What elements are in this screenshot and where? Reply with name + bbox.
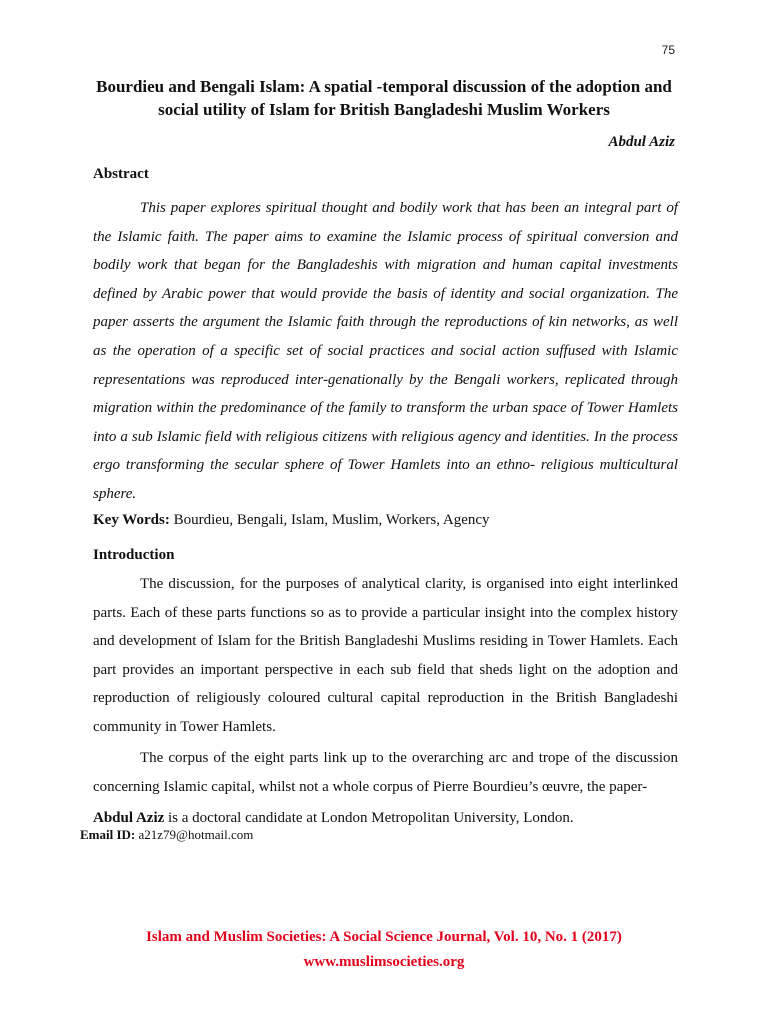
- intro-paragraph-2-text: The corpus of the eight parts link up to the overarching arc and trope of the discussion concerning Islamic capital, whilst not a whole corpus of Pierre Bourdieu’s œuvre, the paper-: [93, 750, 678, 795]
- keywords-list: Bourdieu, Bengali, Islam, Muslim, Workers, Agency: [173, 512, 490, 528]
- footnote-author-name: Abdul Aziz: [93, 810, 165, 826]
- keywords-label: Key Words:: [93, 512, 170, 528]
- intro-paragraph-1-text: The discussion, for the purposes of analytical clarity, is organised into eight interlinked parts. Each of these parts functions so as to provide a particular insight into the complex history and development of Islam for the British Bangladeshi Muslims residing in Tower Hamlets. Each part provides an important perspective in each sub field that sheds light on the adoption and reproduction of religiously coloured cultural capital reproduction in the British Bangladeshi community in Tower Hamlets.: [93, 576, 678, 735]
- abstract-text: [93, 194, 678, 509]
- introduction-heading: Introduction: [93, 547, 175, 563]
- intro-paragraph-1: [93, 570, 678, 742]
- author-footnote: [93, 810, 574, 827]
- abstract-body: This paper explores spiritual thought and bodily work that has been an integral part of the Islamic faith. The paper aims to examine the Islamic process of spiritual conversion and bodily work that began for the Bangladeshis with migration and human capital investments defined by Arabic power that would provide the basis of identity and social organization. The paper asserts the argument the Islamic faith through the reproductions of kin networks, as well as the operation of a specific set of social practices and social action suffused with Islamic representations was reproduced inter-genationally by the Bengali workers, replicated through migration within the predominance of the family to transform the urban space of Tower Hamlets into a sub Islamic field with religious citizens with religious agency and identities. In the process ergo transforming the secular sphere of Tower Hamlets into an ethno- religious multicultural sphere.: [93, 200, 678, 502]
- email-footnote: [80, 827, 253, 843]
- journal-website-link[interactable]: www.muslimsocieties.org: [303, 954, 465, 970]
- journal-citation: Islam and Muslim Societies: A Social Science Journal, Vol. 10, No. 1 (2017): [146, 929, 622, 945]
- paper-title: Bourdieu and Bengali Islam: A spatial -temporal discussion of the adoption and social utility of Islam for British Bangladeshi Muslim Workers: [96, 77, 672, 119]
- intro-paragraph-2: [93, 744, 678, 801]
- email-label: Email ID:: [80, 827, 136, 842]
- abstract-heading: Abstract: [93, 166, 149, 182]
- email-address: a21z79@hotmail.com: [135, 827, 254, 842]
- keywords: [93, 512, 490, 529]
- footnote-author-desc: is a doctoral candidate at London Metropolitan University, London.: [164, 810, 574, 826]
- author-name: Abdul Aziz: [608, 134, 675, 150]
- page-number: 75: [661, 43, 675, 57]
